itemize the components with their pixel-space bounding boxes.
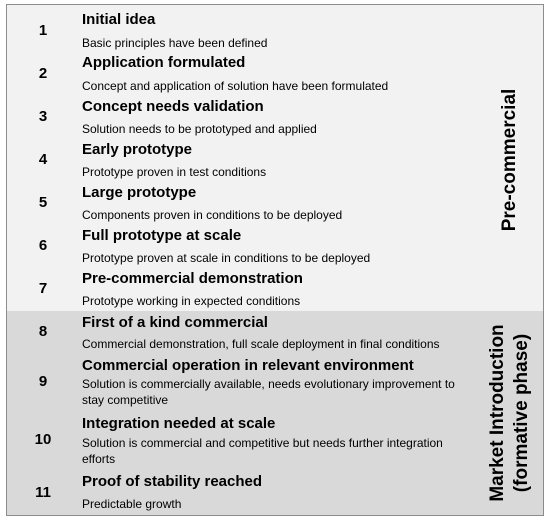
level-description: Basic principles have been defined — [82, 36, 268, 50]
market-introduction-line2: (formative phase) — [511, 333, 532, 493]
level-title: Concept needs validation — [82, 98, 264, 115]
level-title: Integration needed at scale — [82, 415, 276, 432]
level-number: 6 — [38, 237, 48, 254]
level-title: Commercial operation in relevant environment — [82, 357, 414, 374]
level-description: Solution is commercial and competitive but needs further integration efforts — [82, 436, 443, 466]
pre-commercial-text: Pre-commercial — [499, 88, 520, 232]
level-number: 3 — [38, 108, 48, 125]
level-title: First of a kind commercial — [82, 314, 268, 331]
level-number: 1 — [38, 22, 48, 39]
level-description: Concept and application of solution have been formulated — [82, 79, 389, 93]
market-introduction-line1: Market Introduction — [487, 324, 508, 502]
level-description: Solution is commercially available, needs evolutionary improvement to stay competitive — [82, 377, 455, 407]
level-number: 4 — [38, 151, 48, 168]
level-number: 9 — [38, 373, 48, 390]
level-title: Application formulated — [82, 54, 246, 71]
level-number: 10 — [34, 431, 52, 448]
level-title: Proof of stability reached — [82, 473, 263, 490]
level-title: Large prototype — [82, 184, 197, 201]
level-title: Early prototype — [82, 141, 193, 158]
level-number: 11 — [35, 484, 51, 501]
level-description: Prototype proven in test conditions — [82, 165, 267, 179]
level-title: Initial idea — [82, 11, 156, 28]
level-number: 2 — [38, 65, 48, 82]
level-description: Solution needs to be prototyped and applied — [82, 122, 317, 136]
level-number: 7 — [38, 280, 48, 297]
level-number: 5 — [38, 194, 48, 211]
level-number: 8 — [38, 323, 48, 340]
level-title: Full prototype at scale — [82, 227, 242, 244]
level-description: Components proven in conditions to be deployed — [82, 208, 343, 222]
level-description: Prototype working in expected conditions — [82, 294, 301, 308]
level-description: Prototype proven at scale in conditions to be deployed — [82, 251, 371, 265]
pre-commercial-label — [498, 89, 522, 232]
level-description: Predictable growth — [82, 497, 182, 511]
trl-table — [6, 4, 544, 516]
level-title: Pre-commercial demonstration — [82, 270, 303, 287]
level-description: Commercial demonstration, full scale deployment in final conditions — [82, 337, 440, 351]
market-introduction-label — [486, 324, 534, 501]
